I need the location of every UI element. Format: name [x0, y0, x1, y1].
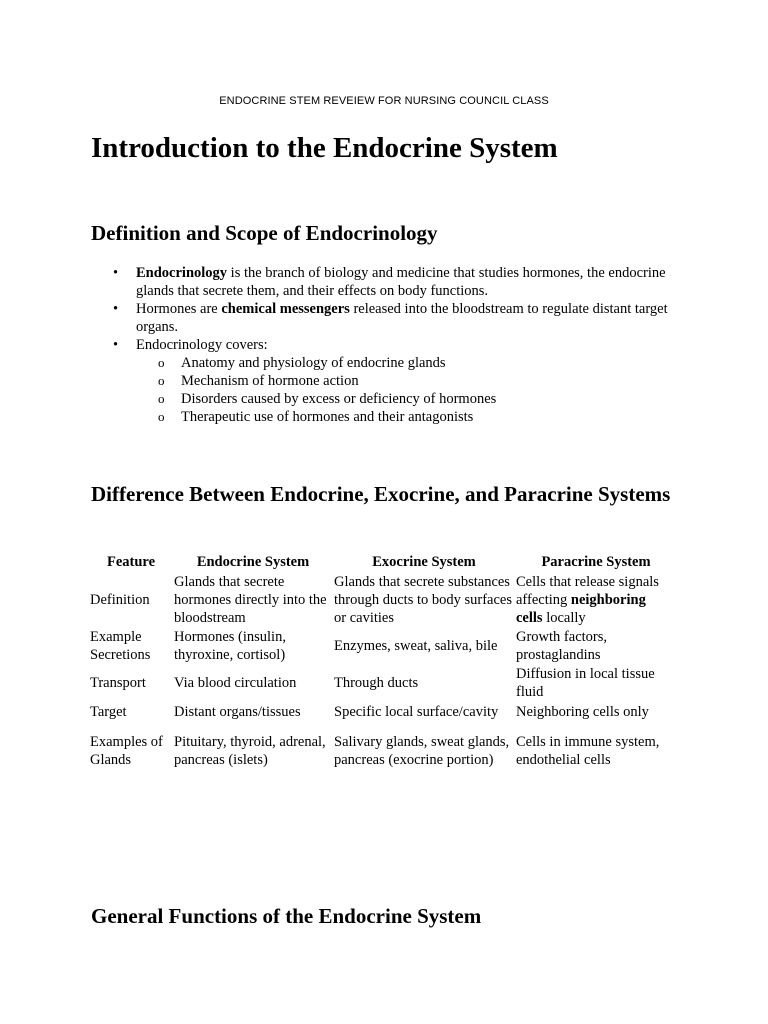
table-cell: Through ducts: [334, 674, 419, 691]
table-row: [89, 627, 677, 664]
sub-item: o Mechanism of hormone action: [136, 372, 691, 390]
table-cell: Via blood circulation: [174, 674, 297, 691]
bullet-text: is the branch of biology and medicine that studies hormones, the endocrine glands that secrete them, and their effects on body functions.: [136, 265, 666, 299]
table-cell: Glands that secrete hormones directly into the bloodstream: [174, 573, 327, 626]
cell-text: Cells that release signals affecting: [516, 573, 659, 608]
column-header: Exocrine System: [372, 554, 476, 570]
section-heading-difference: Difference Between Endocrine, Exocrine, and Paracrine Systems: [91, 482, 671, 506]
table-cell: [515, 572, 677, 627]
bullet-text: released into the bloodstream to regulate distant target organs.: [136, 301, 668, 335]
table-cell: Glands that secrete substances through ducts to body surfaces or cavities: [334, 573, 512, 626]
column-header: Endocrine System: [196, 554, 310, 570]
bullet-covers: [91, 336, 691, 426]
page-header: ENDOCRINE STEM REVEIEW FOR NURSING COUNCIL CLASS: [219, 95, 549, 107]
covers-sub-list: [136, 354, 691, 426]
table-cell: Target: [90, 704, 127, 720]
bold-term: neighboring cells: [516, 591, 646, 626]
document-title: Introduction to the Endocrine System: [91, 132, 558, 164]
bullet-endocrinology: [91, 264, 691, 300]
table-row: [89, 664, 677, 701]
table-row: [89, 701, 677, 723]
definition-bullet-list: [91, 264, 691, 426]
sub-item: o Therapeutic use of hormones and their antagonists: [136, 408, 691, 426]
cell-text: locally: [542, 609, 586, 626]
table-cell: Enzymes, sweat, saliva, bile: [334, 637, 498, 654]
table-cell: Cells in immune system, endothelial cells: [516, 733, 660, 768]
sub-item: o Anatomy and physiology of endocrine glands: [136, 354, 691, 372]
table-cell: Definition: [90, 591, 150, 608]
column-header: Paracrine System: [541, 554, 651, 570]
comparison-table: [89, 553, 677, 778]
section-heading-functions: General Functions of the Endocrine System: [91, 904, 482, 928]
table-cell: Diffusion in local tissue fluid: [516, 665, 655, 700]
bullet-text: Hormones are: [136, 301, 222, 317]
table-cell: Growth factors, prostaglandins: [516, 628, 608, 663]
bullet-text: Endocrinology covers:: [136, 337, 268, 353]
table-cell: Transport: [90, 674, 146, 691]
table-cell: Hormones (insulin, thyroxine, cortisol): [174, 628, 286, 663]
table-row: [89, 572, 677, 627]
table-cell: Example Secretions: [90, 628, 151, 663]
sub-item: o Disorders caused by excess or deficiency of hormones: [136, 390, 691, 408]
bold-term: chemical messengers: [221, 301, 350, 317]
column-header: Feature: [106, 554, 156, 570]
table-cell: Specific local surface/cavity: [334, 704, 499, 720]
bold-term: Endocrinology: [136, 265, 228, 281]
table-cell: Distant organs/tissues: [174, 704, 301, 720]
section-heading-definition: Definition and Scope of Endocrinology: [91, 221, 438, 245]
table-cell: Salivary glands, sweat glands, pancreas (exocrine portion): [334, 733, 510, 768]
table-cell: Pituitary, thyroid, adrenal, pancreas (islets): [174, 733, 326, 768]
bullet-hormones: [91, 300, 691, 336]
table-cell: Examples of Glands: [90, 733, 163, 768]
table-header-row: [89, 553, 677, 572]
table-row: [89, 723, 677, 778]
table-cell: Neighboring cells only: [516, 704, 649, 720]
